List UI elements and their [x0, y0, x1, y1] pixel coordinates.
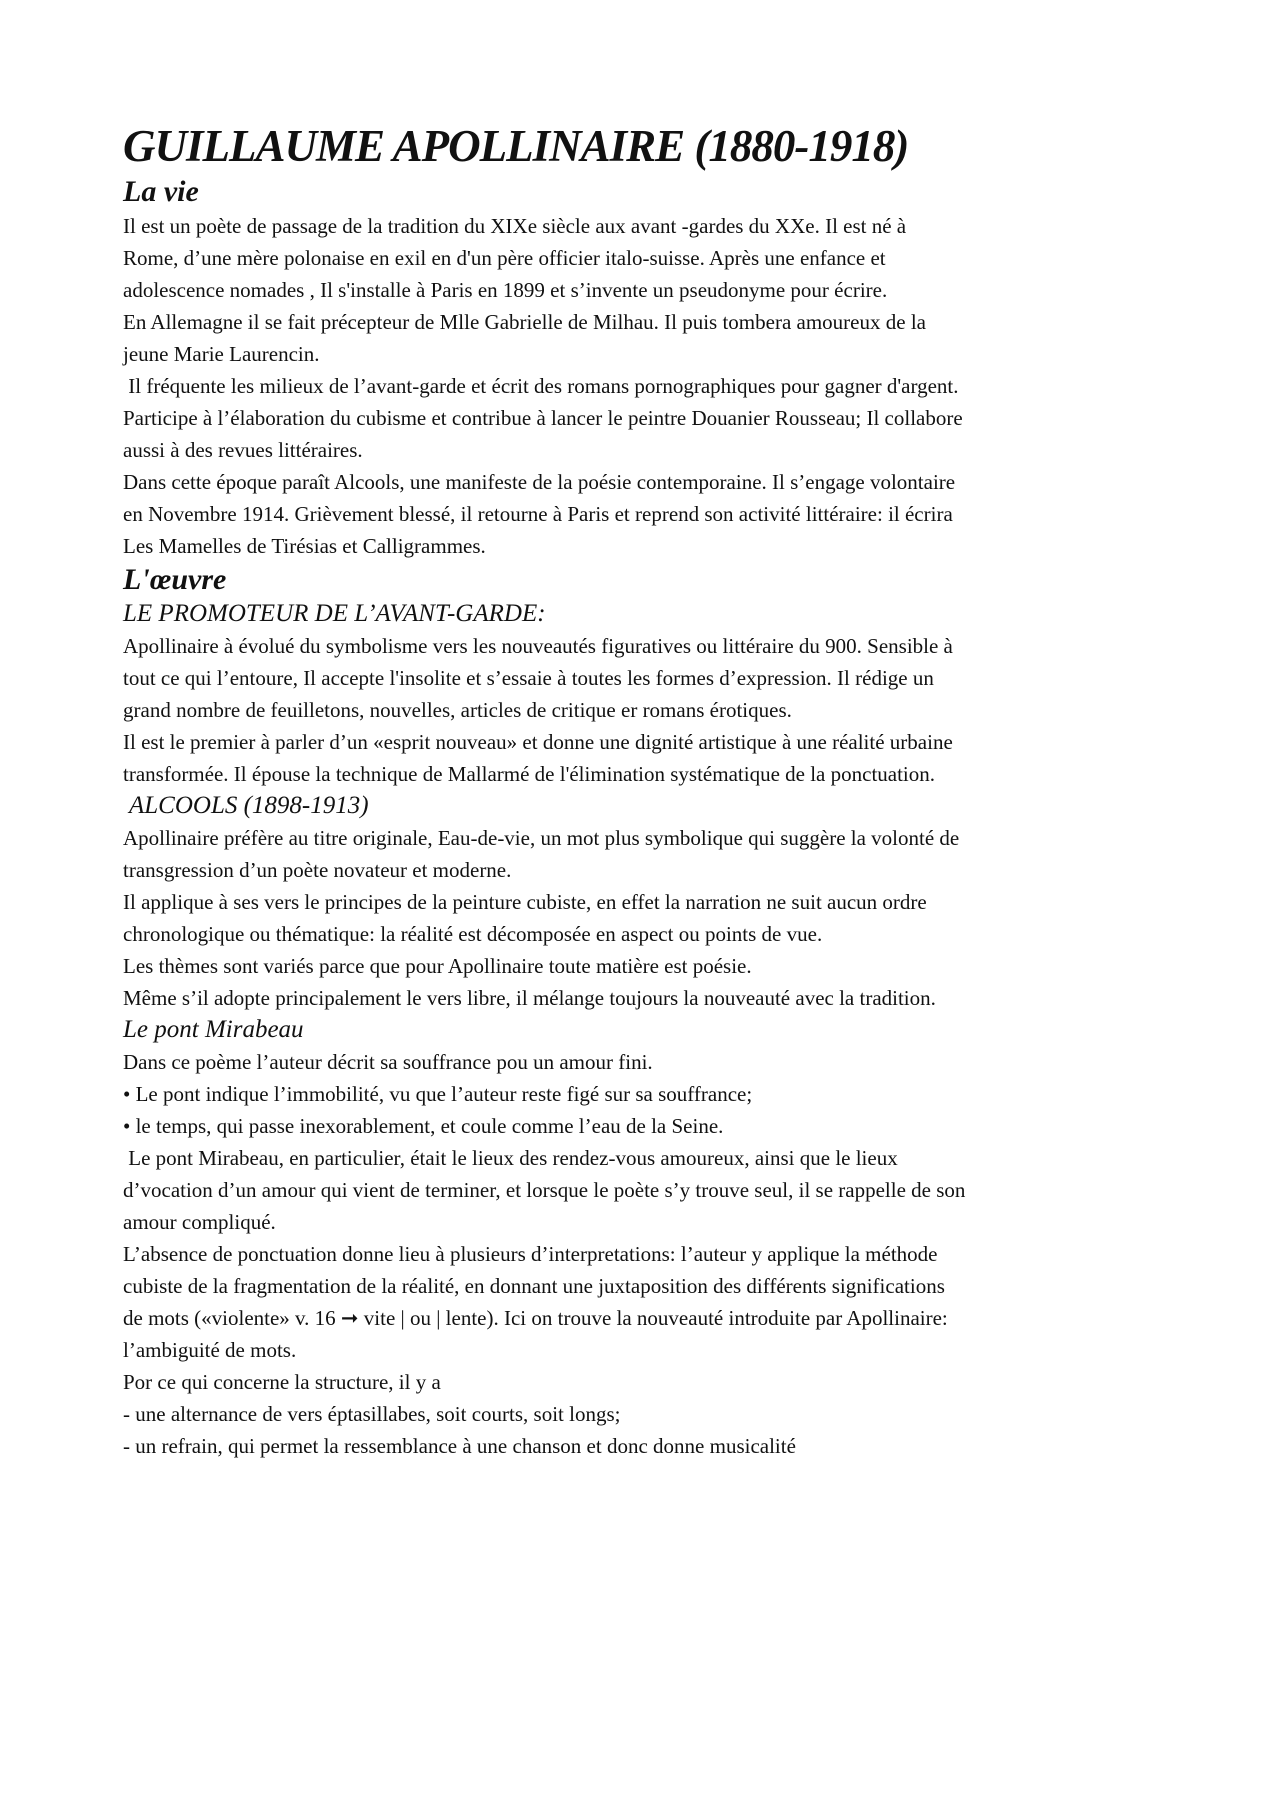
text-line: l’ambiguité de mots.: [123, 1338, 297, 1362]
text-line: Il applique à ses vers le principes de la peinture cubiste, en effet la narration ne suit aucun ordre: [123, 890, 927, 914]
document-page: [123, 118, 1168, 1462]
text-line: Por ce qui concerne la structure, il y a: [123, 1370, 441, 1394]
text-line: jeune Marie Laurencin.: [123, 342, 320, 366]
text-line: Apollinaire préfère au titre originale, Eau-de-vie, un mot plus symbolique qui suggère la volonté de: [123, 826, 960, 850]
text-line: d’vocation d’un amour qui vient de terminer, et lorsque le poète s’y trouve seul, il se rappelle de son: [123, 1178, 966, 1202]
text-line: Dans ce poème l’auteur décrit sa souffrance pou un amour fini.: [123, 1050, 653, 1074]
text-line: de mots («violente» v. 16 ➞ vite | ou | lente). Ici on trouve la nouveauté introduite par Apollinaire:: [123, 1306, 948, 1330]
text-line: L’absence de ponctuation donne lieu à plusieurs d’interpretations: l’auteur y applique la méthode: [123, 1242, 938, 1266]
text-line: Il fréquente les milieux de l’avant-garde et écrit des romans pornographiques pour gagner d'argent.: [123, 374, 959, 398]
text-line: Le pont Mirabeau, en particulier, était le lieux des rendez-vous amoureux, ainsi que le lieux: [123, 1146, 898, 1170]
section-heading-la-vie: La vie: [123, 175, 199, 208]
subheading-alcools: ALCOOLS (1898-1913): [129, 792, 369, 819]
text-line: Il est un poète de passage de la tradition du XIXe siècle aux avant -gardes du XXe. Il est né à: [123, 214, 907, 238]
text-line: Rome, d’une mère polonaise en exil en d'un père officier italo-suisse. Après une enfance et: [123, 246, 886, 270]
text-line: - un refrain, qui permet la ressemblance à une chanson et donc donne musicalité: [123, 1434, 796, 1458]
la-vie-body: [123, 210, 1168, 562]
text-line: transformée. Il épouse la technique de Mallarmé de l'élimination systématique de la ponctuation.: [123, 762, 936, 786]
promoteur-body: [123, 630, 1168, 790]
pont-mirabeau-body: [123, 1046, 1168, 1462]
text-line: En Allemagne il se fait précepteur de Mlle Gabrielle de Milhau. Il puis tombera amoureux de la: [123, 310, 926, 334]
document-title: GUILLAUME APOLLINAIRE (1880-1918): [123, 121, 909, 171]
text-line: en Novembre 1914. Grièvement blessé, il retourne à Paris et reprend son activité littéraire: il écrira: [123, 502, 953, 526]
text-line: Participe à l’élaboration du cubisme et contribue à lancer le peintre Douanier Rousseau; Il collabore: [123, 406, 963, 430]
text-line: adolescence nomades , Il s'installe à Paris en 1899 et s’invente un pseudonyme pour écrire.: [123, 278, 888, 302]
text-line: tout ce qui l’entoure, Il accepte l'insolite et s’essaie à toutes les formes d’expression. Il rédige un: [123, 666, 934, 690]
text-line: Les Mamelles de Tirésias et Calligrammes.: [123, 534, 486, 558]
text-line: Il est le premier à parler d’un «esprit nouveau» et donne une dignité artistique à une réalité urbaine: [123, 730, 953, 754]
text-line: Même s’il adopte principalement le vers libre, il mélange toujours la nouveauté avec la tradition.: [123, 986, 936, 1010]
text-line: • le temps, qui passe inexorablement, et coule comme l’eau de la Seine.: [123, 1114, 724, 1138]
text-line: Dans cette époque paraît Alcools, une manifeste de la poésie contemporaine. Il s’engage volontaire: [123, 470, 956, 494]
text-line: chronologique ou thématique: la réalité est décomposée en aspect ou points de vue.: [123, 922, 823, 946]
text-line: Apollinaire à évolué du symbolisme vers les nouveautés figuratives ou littéraire du 900. Sensible à: [123, 634, 953, 658]
subheading-promoteur: LE PROMOTEUR DE L’AVANT-GARDE:: [123, 600, 546, 627]
text-line: transgression d’un poète novateur et moderne.: [123, 858, 512, 882]
text-line: amour compliqué.: [123, 1210, 276, 1234]
text-line: aussi à des revues littéraires.: [123, 438, 363, 462]
text-line: cubiste de la fragmentation de la réalité, en donnant une juxtaposition des différents significations: [123, 1274, 945, 1298]
section-heading-oeuvre: L'œuvre: [123, 563, 227, 596]
text-line: Les thèmes sont variés parce que pour Apollinaire toute matière est poésie.: [123, 954, 752, 978]
text-line: • Le pont indique l’immobilité, vu que l’auteur reste figé sur sa souffrance;: [123, 1082, 753, 1106]
text-line: grand nombre de feuilletons, nouvelles, articles de critique er romans érotiques.: [123, 698, 792, 722]
subheading-pont-mirabeau: Le pont Mirabeau: [123, 1016, 304, 1043]
alcools-body: [123, 822, 1168, 1014]
text-line: - une alternance de vers éptasillabes, soit courts, soit longs;: [123, 1402, 621, 1426]
